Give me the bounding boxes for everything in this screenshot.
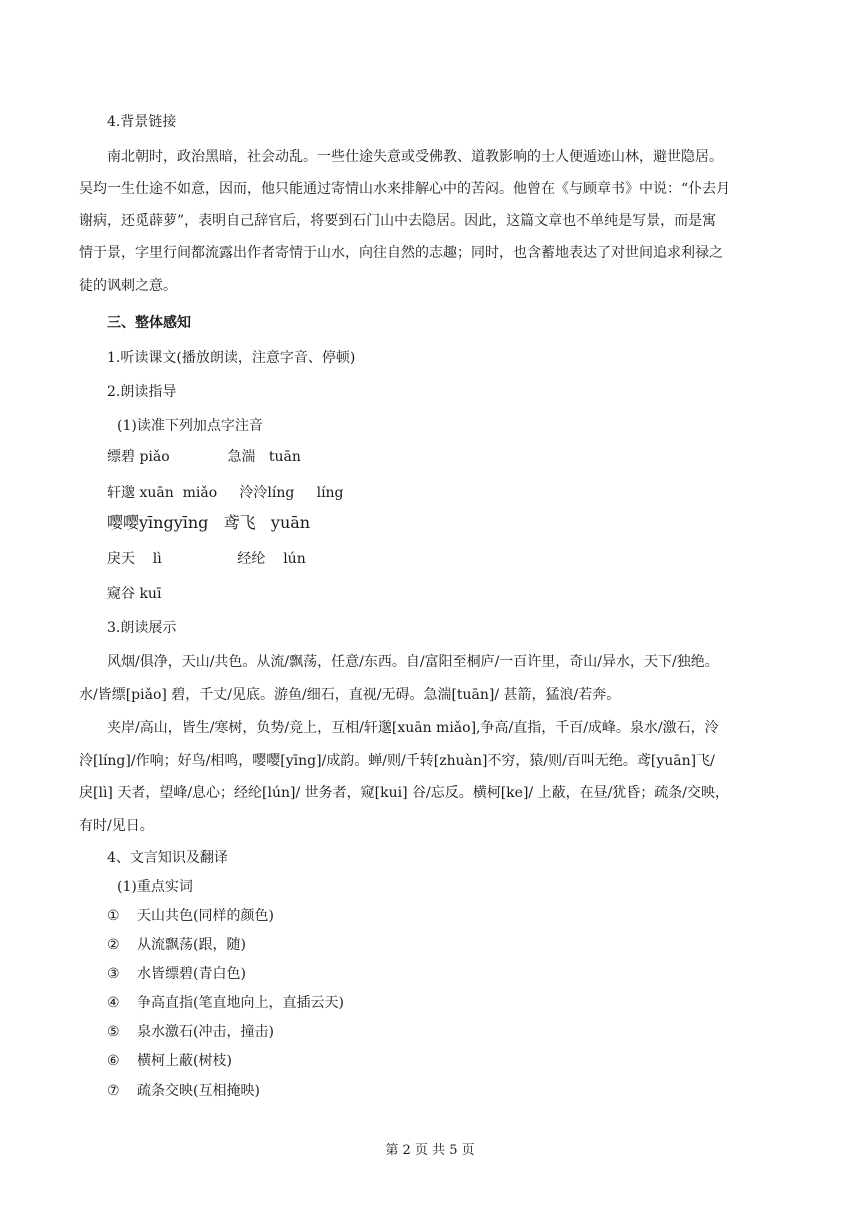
word-number: ① [107, 908, 120, 924]
word-text: 疏条交映(互相掩映) [137, 1083, 260, 1099]
word-text: 天山共色(同样的颜色) [137, 908, 274, 924]
reading-line-3: 夹岸/高山，皆生/寒树，负势/竞上，互相/轩邈[xuān miǎo],争高/直指，千百/成峰。泉水/激石，泠 [107, 720, 719, 736]
reading-line-6: 有时/见日。 [79, 818, 154, 834]
background-line-4: 情于景，字里行间都流露出作者寄情于山水，向往自然的志趣；同时，也含蓄地表达了对世间追求利禄之 [79, 245, 723, 261]
word-text: 横柯上蔽(树枝) [137, 1053, 232, 1069]
reading-line-4: 泠[líng]/作响；好鸟/相鸣，嘤嘤[yīng]/成韵。蝉/则/千转[zhuàn]不穷，猿/则/百叫无绝。鸢[yuān]飞/ [79, 753, 715, 769]
item-reading: 3.朗读展示 [107, 620, 177, 636]
background-line-1: 南北朝时，政治黑暗，社会动乱。一些仕途失意或受佛教、道教影响的士人便遁迹山林，避世隐居。 [107, 149, 723, 165]
word-item-2 [107, 935, 246, 955]
word-number: ⑤ [107, 1024, 120, 1040]
word-item-1 [107, 906, 274, 926]
item-knowledge: 4、文言知识及翻译 [107, 850, 228, 866]
reading-line-1: 风烟/俱净，天山/共色。从流/飘荡，任意/东西。自/富阳至桐庐/一百许里，奇山/异水，天下/独绝。 [107, 654, 719, 670]
word-item-6 [107, 1051, 232, 1071]
sub-pronunciation: (1)读准下列加点字注音 [117, 418, 263, 434]
word-number: ③ [107, 966, 120, 982]
word-item-3 [107, 964, 246, 984]
word-text: 泉水激石(冲击，撞击) [137, 1024, 274, 1040]
word-number: ⑥ [107, 1053, 120, 1069]
pinyin-row-2: 轩邈 xuān miǎo 泠泠líng líng [107, 485, 344, 501]
item-guide: 2.朗读指导 [107, 384, 177, 400]
word-text: 争高直指(笔直地向上，直插云天) [137, 995, 344, 1011]
pinyin-row-4: 戾天 lì 经纶 lún [107, 551, 306, 567]
word-item-4 [107, 993, 344, 1013]
pinyin-row-1: 缥碧 piǎo 急湍 tuān [107, 449, 301, 465]
background-line-5: 徒的讽刺之意。 [79, 278, 177, 294]
item-listen: 1.听读课文(播放朗读，注意字音、停顿) [107, 350, 356, 366]
background-heading: 4.背景链接 [107, 114, 177, 130]
sub-key-words: (1)重点实词 [117, 879, 193, 895]
pinyin-row-3: 嘤嘤yīngyīng 鸢飞 yuān [107, 513, 311, 532]
reading-line-2: 水/皆缥[piǎo] 碧，千丈/见底。游鱼/细石，直视/无碍。急湍[tuān]/ 甚箭，猛浪/若奔。 [79, 687, 621, 703]
word-text: 水皆缥碧(青白色) [137, 966, 246, 982]
word-item-7 [107, 1081, 260, 1101]
page-footer: 第 2 页 共 5 页 [385, 1143, 475, 1158]
section-title: 三、整体感知 [107, 315, 191, 331]
word-text: 从流飘荡(跟，随) [137, 937, 246, 953]
reading-line-5: 戾[lì] 天者，望峰/息心；经纶[lún]/ 世务者，窥[kui] 谷/忘反。横柯[ke]/ 上蔽，在昼/犹昏；疏条/交映， [79, 785, 730, 801]
pinyin-row-5: 窥谷 kuī [107, 586, 162, 602]
background-line-3: 谢病，还觅薜萝”，表明自己辞官后，将要到石门山中去隐居。因此，这篇文章也不单纯是写景，而是寓 [79, 213, 717, 229]
word-number: ② [107, 937, 120, 953]
background-line-2: 吴均一生仕途不如意，因而，他只能通过寄情山水来排解心中的苦闷。他曾在《与顾章书》中说：“仆去月 [79, 181, 731, 197]
word-item-5 [107, 1022, 274, 1042]
word-number: ④ [107, 995, 120, 1011]
word-number: ⑦ [107, 1083, 120, 1099]
